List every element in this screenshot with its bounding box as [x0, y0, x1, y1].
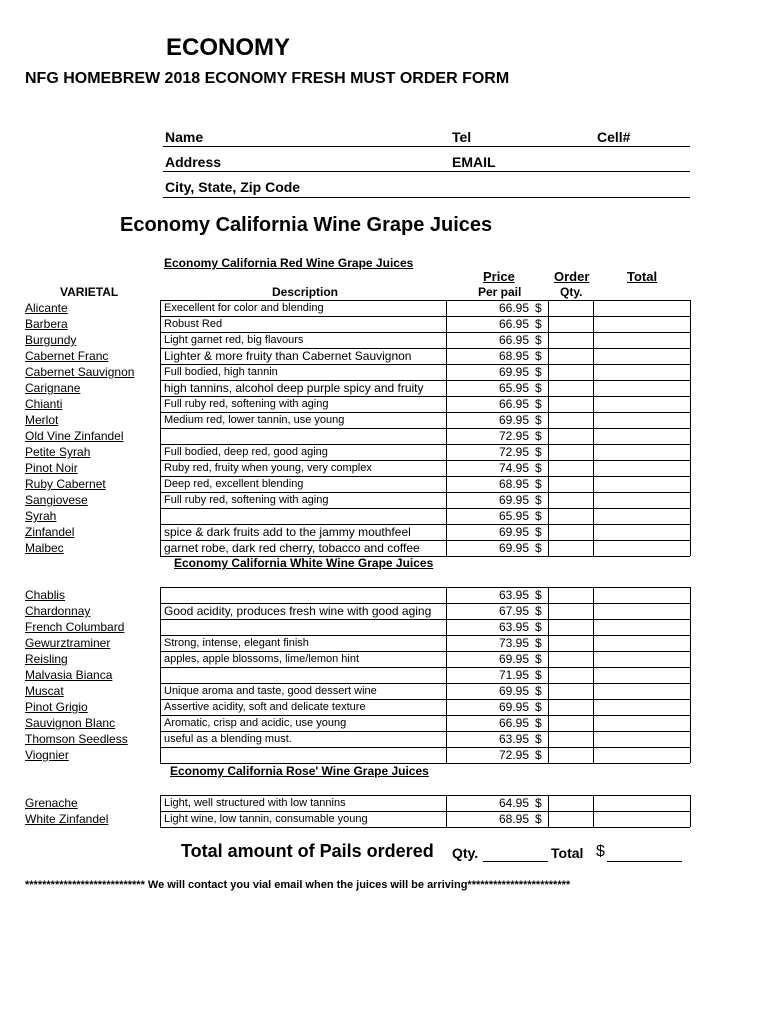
table-column-line	[446, 795, 447, 827]
price-per-pail: 74.95	[498, 461, 529, 475]
order-qty-cell[interactable]	[549, 508, 593, 524]
table-column-line	[548, 300, 549, 556]
row-total-cell[interactable]	[594, 603, 690, 619]
price-per-pail: 69.95	[498, 652, 529, 666]
varietal-name: Chianti	[25, 397, 63, 411]
table-column-line	[446, 300, 447, 556]
currency-symbol: $	[535, 509, 542, 523]
table-column-line	[593, 300, 594, 556]
currency-symbol: $	[535, 397, 542, 411]
table-column-line	[446, 587, 447, 763]
order-qty-cell[interactable]	[549, 396, 593, 412]
order-qty-cell[interactable]	[549, 364, 593, 380]
name-line[interactable]	[163, 146, 690, 147]
table-column-line	[690, 795, 691, 827]
varietal-description: spice & dark fruits add to the jammy mouthfeel	[164, 525, 411, 539]
varietal-description: Good acidity, produces fresh wine with good aging	[164, 604, 432, 618]
currency-symbol: $	[535, 349, 542, 363]
row-total-cell[interactable]	[594, 364, 690, 380]
table-row-line	[160, 492, 690, 493]
table-row-line	[160, 476, 690, 477]
currency-symbol: $	[535, 684, 542, 698]
table-row-line	[160, 508, 690, 509]
row-total-cell[interactable]	[594, 747, 690, 763]
table-column-line	[593, 795, 594, 827]
row-total-cell[interactable]	[594, 476, 690, 492]
order-qty-cell[interactable]	[549, 300, 593, 316]
row-total-cell[interactable]	[594, 300, 690, 316]
price-per-pail: 72.95	[498, 429, 529, 443]
varietal-name: White Zinfandel	[25, 812, 109, 826]
varietal-name: Pinot Grigio	[25, 700, 88, 714]
tel-label: Tel	[452, 129, 472, 145]
order-qty-cell[interactable]	[549, 619, 593, 635]
order-qty-cell[interactable]	[549, 747, 593, 763]
row-total-cell[interactable]	[594, 587, 690, 603]
order-qty-cell[interactable]	[549, 412, 593, 428]
varietal-header: VARIETAL	[60, 285, 119, 299]
currency-symbol: $	[535, 588, 542, 602]
varietal-name: Merlot	[25, 413, 59, 427]
table-row-line	[160, 332, 690, 333]
table-row-line	[160, 699, 690, 700]
currency-symbol: $	[535, 365, 542, 379]
price-per-pail: 69.95	[498, 413, 529, 427]
order-qty-cell[interactable]	[549, 587, 593, 603]
table-column-line	[690, 300, 691, 556]
table-row-line	[160, 635, 690, 636]
row-total-cell[interactable]	[594, 380, 690, 396]
table-row-line	[160, 460, 690, 461]
varietal-description: Full ruby red, softening with aging	[164, 494, 329, 506]
order-qty-cell[interactable]	[549, 683, 593, 699]
varietal-name: Petite Syrah	[25, 445, 91, 459]
table-row-line	[160, 380, 690, 381]
city-line[interactable]	[163, 197, 690, 198]
form-subtitle: NFG HOMEBREW 2018 ECONOMY FRESH MUST ORDER FORM	[25, 70, 510, 87]
table-row-line	[160, 412, 690, 413]
row-total-cell[interactable]	[594, 524, 690, 540]
varietal-description: Strong, intense, elegant finish	[164, 637, 309, 649]
order-qty-cell[interactable]	[549, 603, 593, 619]
order-qty-cell[interactable]	[549, 651, 593, 667]
varietal-name: Chardonnay	[25, 604, 91, 618]
price-per-pail: 68.95	[498, 477, 529, 491]
qty-header: Qty.	[560, 285, 583, 299]
row-total-cell[interactable]	[594, 348, 690, 364]
price-per-pail: 68.95	[498, 812, 529, 826]
table-row-line	[160, 540, 690, 541]
varietal-description: Deep red, excellent blending	[164, 478, 304, 490]
table-row-line	[160, 731, 690, 732]
table-row-line	[160, 795, 690, 796]
varietal-description: Assertive acidity, soft and delicate texture	[164, 701, 366, 713]
page-title: ECONOMY	[166, 34, 291, 61]
varietal-description: Lighter & more fruity than Cabernet Sauvignon	[164, 349, 412, 363]
currency-symbol: $	[535, 620, 542, 634]
table-column-line	[690, 587, 691, 763]
varietal-description: Aromatic, crisp and acidic, use young	[164, 717, 347, 729]
order-qty-cell[interactable]	[549, 428, 593, 444]
price-per-pail: 69.95	[498, 541, 529, 555]
row-total-cell[interactable]	[594, 683, 690, 699]
row-total-cell[interactable]	[594, 699, 690, 715]
row-total-cell[interactable]	[594, 811, 690, 827]
order-qty-cell[interactable]	[549, 731, 593, 747]
varietal-description: high tannins, alcohol deep purple spicy and fruity	[164, 381, 424, 395]
table-column-line	[548, 587, 549, 763]
price-per-pail: 64.95	[498, 796, 529, 810]
order-qty-cell[interactable]	[549, 699, 593, 715]
order-qty-cell[interactable]	[549, 524, 593, 540]
varietal-name: Reisling	[25, 652, 68, 666]
row-total-cell[interactable]	[594, 444, 690, 460]
varietal-name: Zinfandel	[25, 525, 75, 539]
varietal-description: Execellent for color and blending	[164, 302, 324, 314]
row-total-cell[interactable]	[594, 508, 690, 524]
red-section-heading: Economy California Red Wine Grape Juices	[164, 256, 414, 270]
order-qty-cell[interactable]	[549, 316, 593, 332]
order-qty-cell[interactable]	[549, 635, 593, 651]
varietal-name: Old Vine Zinfandel	[25, 429, 124, 443]
currency-symbol: $	[535, 461, 542, 475]
varietal-name: Ruby Cabernet	[25, 477, 106, 491]
rose-section-heading: Economy California Rose' Wine Grape Juices	[170, 764, 429, 778]
order-qty-cell[interactable]	[549, 715, 593, 731]
currency-symbol: $	[535, 413, 542, 427]
order-qty-cell[interactable]	[549, 460, 593, 476]
price-per-pail: 72.95	[498, 445, 529, 459]
email-label: EMAIL	[452, 154, 496, 170]
order-qty-cell[interactable]	[549, 348, 593, 364]
qty-total-field[interactable]	[483, 861, 548, 862]
varietal-description: Full bodied, high tannin	[164, 366, 278, 378]
price-per-pail: 69.95	[498, 700, 529, 714]
table-row-line	[160, 396, 690, 397]
varietal-description: apples, apple blossoms, lime/lemon hint	[164, 653, 360, 665]
city-label: City, State, Zip Code	[165, 179, 301, 195]
total-pails-label: Total amount of Pails ordered	[181, 841, 434, 861]
varietal-description: Medium red, lower tannin, use young	[164, 414, 345, 426]
price-per-pail: 69.95	[498, 525, 529, 539]
price-per-pail: 63.95	[498, 588, 529, 602]
price-per-pail: 67.95	[498, 604, 529, 618]
varietal-name: Gewurztraminer	[25, 636, 111, 650]
currency-symbol: $	[535, 796, 542, 810]
varietal-description: Light garnet red, big flavours	[164, 334, 304, 346]
table-row-line	[160, 683, 690, 684]
row-total-cell[interactable]	[594, 540, 690, 556]
varietal-name: Cabernet Franc	[25, 349, 109, 363]
varietal-name: Pinot Noir	[25, 461, 78, 475]
varietal-description: Full bodied, deep red, good aging	[164, 446, 328, 458]
price-per-pail: 65.95	[498, 381, 529, 395]
price-per-pail: 66.95	[498, 716, 529, 730]
varietal-name: Thomson Seedless	[25, 732, 128, 746]
grand-total-field[interactable]	[607, 861, 682, 862]
price-per-pail: 69.95	[498, 684, 529, 698]
table-row-line	[160, 619, 690, 620]
table-column-line	[160, 300, 161, 556]
table-row-line	[160, 651, 690, 652]
qty-footer-label: Qty.	[452, 845, 479, 861]
row-total-cell[interactable]	[594, 619, 690, 635]
currency-symbol: $	[535, 604, 542, 618]
table-row-line	[160, 667, 690, 668]
currency-symbol: $	[535, 333, 542, 347]
currency-symbol: $	[535, 652, 542, 666]
currency-symbol: $	[535, 668, 542, 682]
varietal-name: Chablis	[25, 588, 66, 602]
order-qty-cell[interactable]	[549, 444, 593, 460]
table-row-line	[160, 428, 690, 429]
order-header: Order	[554, 269, 590, 284]
order-qty-cell[interactable]	[549, 811, 593, 827]
varietal-name: Carignane	[25, 381, 81, 395]
table-row-line	[160, 348, 690, 349]
currency-symbol: $	[535, 477, 542, 491]
price-per-pail: 66.95	[498, 317, 529, 331]
table-row-line	[160, 587, 690, 588]
price-per-pail: 66.95	[498, 397, 529, 411]
row-total-cell[interactable]	[594, 635, 690, 651]
price-per-pail: 66.95	[498, 301, 529, 315]
price-per-pail: 73.95	[498, 636, 529, 650]
total-header: Total	[627, 269, 658, 284]
varietal-description: useful as a blending must.	[164, 733, 292, 745]
varietal-name: Cabernet Sauvignon	[25, 365, 135, 379]
currency-symbol: $	[535, 301, 542, 315]
price-per-pail: 63.95	[498, 732, 529, 746]
currency-symbol: $	[535, 541, 542, 555]
row-total-cell[interactable]	[594, 667, 690, 683]
table-column-line	[160, 795, 161, 827]
total-footer-label: Total	[551, 845, 584, 861]
varietal-name: Muscat	[25, 684, 64, 698]
currency-symbol: $	[535, 317, 542, 331]
arrival-notice: **************************** We will contact you vial email when the juices will be arriving************************	[25, 879, 571, 891]
varietal-description: garnet robe, dark red cherry, tobacco and coffee	[164, 541, 420, 555]
order-qty-cell[interactable]	[549, 540, 593, 556]
price-per-pail: 63.95	[498, 620, 529, 634]
price-per-pail: 69.95	[498, 493, 529, 507]
varietal-name: French Columbard	[25, 620, 125, 634]
varietal-name: Syrah	[25, 509, 57, 523]
varietal-name: Malbec	[25, 541, 64, 555]
row-total-cell[interactable]	[594, 396, 690, 412]
varietal-description: Ruby red, fruity when young, very complex	[164, 462, 372, 474]
price-per-pail: 69.95	[498, 365, 529, 379]
order-qty-cell[interactable]	[549, 380, 593, 396]
row-total-cell[interactable]	[594, 332, 690, 348]
order-qty-cell[interactable]	[549, 492, 593, 508]
currency-symbol: $	[535, 381, 542, 395]
price-per-pail: 66.95	[498, 333, 529, 347]
name-label: Name	[165, 129, 204, 145]
varietal-description: Light wine, low tannin, consumable young	[164, 813, 368, 825]
row-total-cell[interactable]	[594, 412, 690, 428]
order-qty-cell[interactable]	[549, 795, 593, 811]
varietal-name: Sangiovese	[25, 493, 88, 507]
varietal-name: Sauvignon Blanc	[25, 716, 116, 730]
currency-symbol: $	[535, 748, 542, 762]
varietal-name: Malvasia Bianca	[25, 668, 113, 682]
table-row-line	[160, 524, 690, 525]
price-per-pail: 71.95	[498, 668, 529, 682]
cell-label: Cell#	[597, 129, 631, 145]
row-total-cell[interactable]	[594, 492, 690, 508]
description-header: Description	[272, 285, 339, 299]
currency-symbol: $	[535, 700, 542, 714]
currency-symbol: $	[535, 429, 542, 443]
table-row-line	[160, 747, 690, 748]
table-column-line	[593, 587, 594, 763]
row-total-cell[interactable]	[594, 316, 690, 332]
row-total-cell[interactable]	[594, 715, 690, 731]
currency-symbol: $	[535, 812, 542, 826]
table-row-line	[160, 715, 690, 716]
varietal-name: Grenache	[25, 796, 78, 810]
varietal-description: Robust Red	[164, 318, 223, 330]
table-row-line	[160, 811, 690, 812]
address-line[interactable]	[163, 171, 690, 172]
varietal-name: Alicante	[25, 301, 68, 315]
per-pail-header: Per pail	[478, 285, 522, 299]
varietal-description: Full ruby red, softening with aging	[164, 398, 329, 410]
table-row-line	[160, 827, 690, 828]
main-heading: Economy California Wine Grape Juices	[120, 214, 493, 236]
varietal-name: Barbera	[25, 317, 68, 331]
total-currency: $	[596, 843, 605, 860]
price-per-pail: 68.95	[498, 349, 529, 363]
table-column-line	[548, 795, 549, 827]
currency-symbol: $	[535, 445, 542, 459]
currency-symbol: $	[535, 525, 542, 539]
order-qty-cell[interactable]	[549, 667, 593, 683]
table-column-line	[160, 587, 161, 763]
table-row-line	[160, 364, 690, 365]
price-per-pail: 65.95	[498, 509, 529, 523]
row-total-cell[interactable]	[594, 651, 690, 667]
price-per-pail: 72.95	[498, 748, 529, 762]
varietal-description: Unique aroma and taste, good dessert wine	[164, 685, 377, 697]
varietal-name: Burgundy	[25, 333, 77, 347]
varietal-name: Viognier	[25, 748, 69, 762]
address-label: Address	[165, 154, 222, 170]
row-total-cell[interactable]	[594, 731, 690, 747]
price-header: Price	[483, 269, 515, 284]
white-section-heading: Economy California White Wine Grape Juices	[174, 556, 434, 570]
currency-symbol: $	[535, 493, 542, 507]
order-qty-cell[interactable]	[549, 476, 593, 492]
currency-symbol: $	[535, 732, 542, 746]
currency-symbol: $	[535, 636, 542, 650]
currency-symbol: $	[535, 716, 542, 730]
row-total-cell[interactable]	[594, 428, 690, 444]
table-row-line	[160, 603, 690, 604]
table-row-line	[160, 316, 690, 317]
row-total-cell[interactable]	[594, 795, 690, 811]
table-row-line	[160, 300, 690, 301]
table-row-line	[160, 444, 690, 445]
order-qty-cell[interactable]	[549, 332, 593, 348]
varietal-description: Light, well structured with low tannins	[164, 797, 346, 809]
row-total-cell[interactable]	[594, 460, 690, 476]
